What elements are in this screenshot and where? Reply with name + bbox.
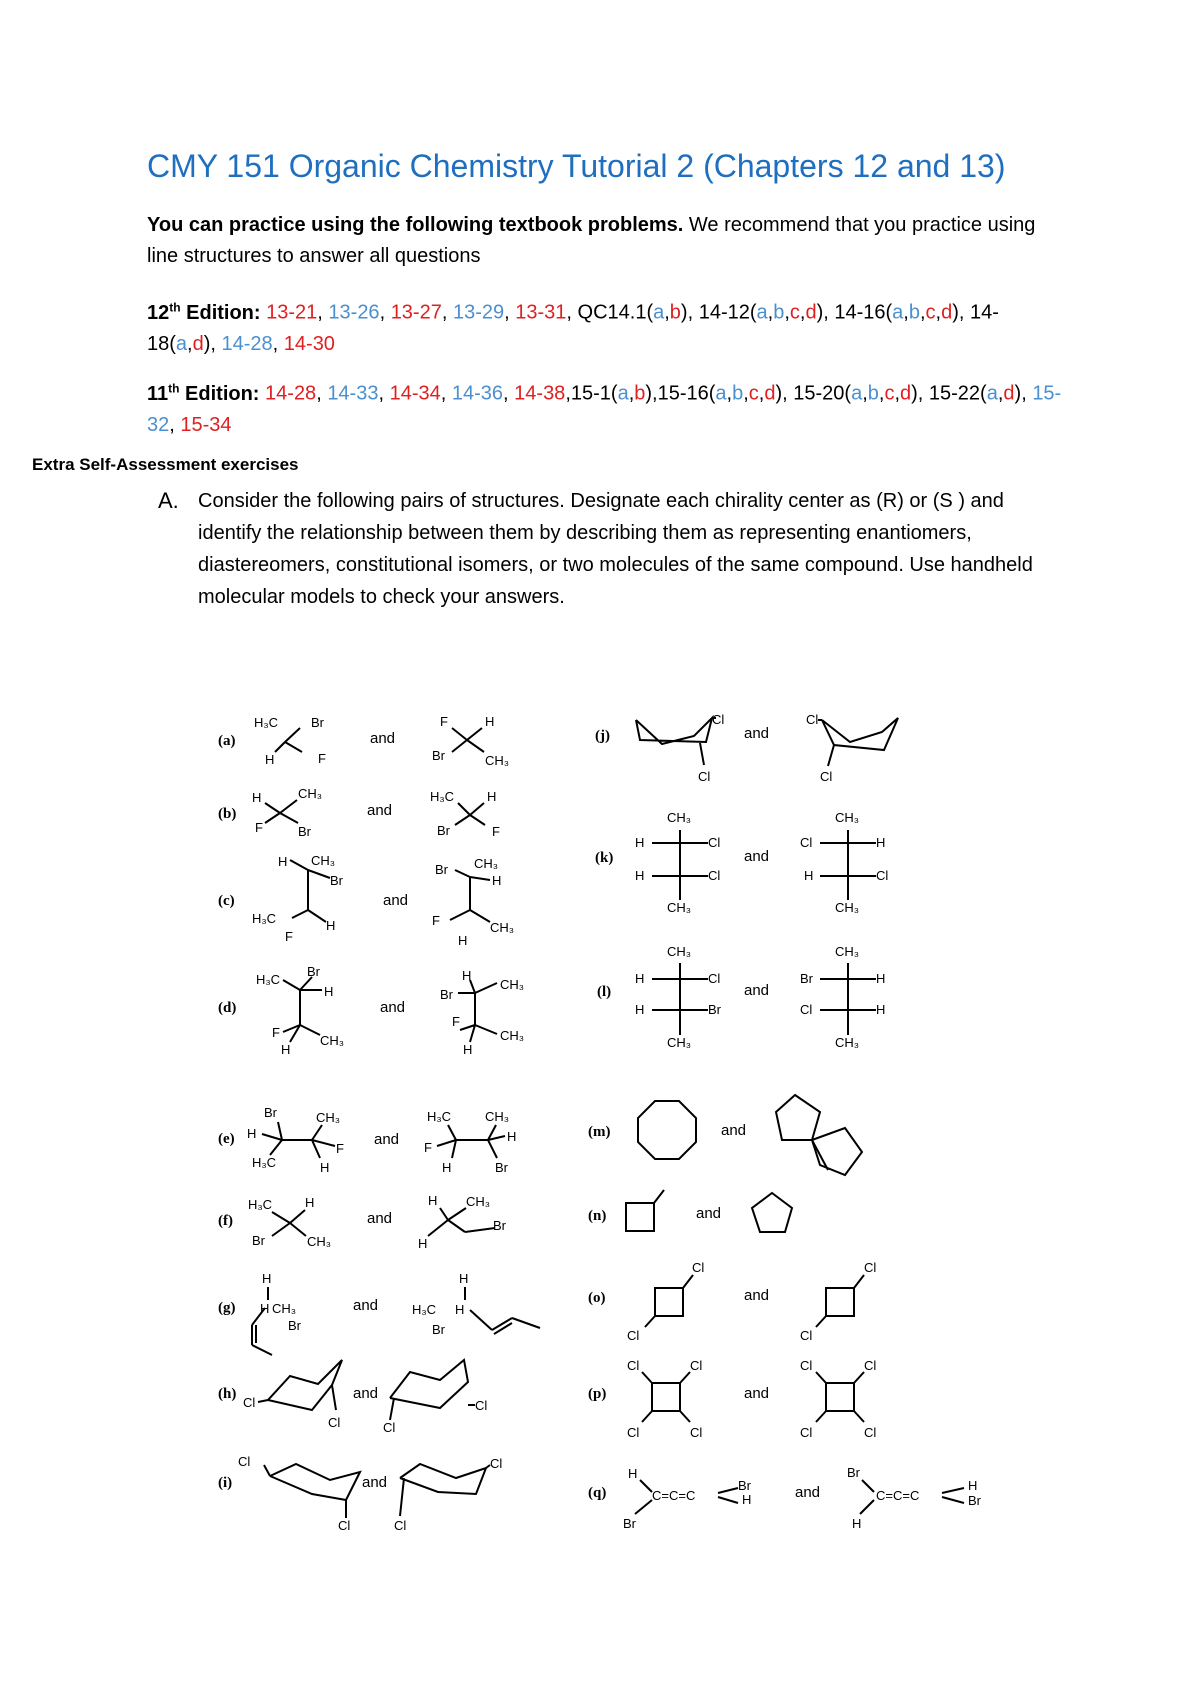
- svg-text:H: H: [326, 918, 336, 933]
- ed12-item: ,: [919, 301, 926, 324]
- svg-text:Br: Br: [432, 1322, 445, 1337]
- ed11-item: 14-33: [327, 382, 379, 405]
- structure-f-right: [418, 1193, 507, 1251]
- svg-text:H: H: [968, 1478, 978, 1493]
- label-l: (l): [597, 984, 612, 1000]
- svg-text:H: H: [418, 1236, 428, 1251]
- ed12-item: ), 14-18(: [147, 301, 999, 355]
- label-a: (a): [218, 733, 236, 749]
- and-b: and: [367, 802, 393, 819]
- svg-text:CH₃: CH₃: [667, 900, 692, 915]
- svg-text:H: H: [804, 868, 814, 883]
- svg-text:Cl: Cl: [864, 1425, 877, 1440]
- svg-text:H: H: [455, 1302, 465, 1317]
- svg-text:H: H: [278, 854, 288, 869]
- svg-text:Cl: Cl: [338, 1518, 351, 1533]
- and-a: and: [370, 730, 396, 747]
- ed12-item: ), 14-12(: [680, 301, 757, 324]
- svg-text:F: F: [318, 751, 326, 766]
- svg-text:Br: Br: [330, 873, 343, 888]
- ed11-sup: th: [168, 381, 180, 395]
- svg-text:Cl: Cl: [712, 712, 725, 727]
- structure-i-left: [238, 1454, 360, 1533]
- ed11-item: 15-32: [147, 382, 1062, 436]
- ed12-item: a: [653, 301, 665, 324]
- ed11-item: c: [748, 382, 759, 405]
- ed12-item: 13-26: [328, 301, 380, 324]
- ed12-item: c: [925, 301, 936, 324]
- ed11-item: ,: [862, 382, 868, 405]
- question-letter: A.: [158, 488, 179, 513]
- svg-text:Cl: Cl: [490, 1456, 503, 1471]
- svg-text:CH₃: CH₃: [311, 853, 336, 868]
- ed12-item: 13-31: [515, 301, 567, 324]
- page-title: CMY 151 Organic Chemistry Tutorial 2 (Chapters 12 and 13): [147, 148, 1006, 184]
- svg-text:H: H: [305, 1195, 315, 1210]
- svg-text:CH₃: CH₃: [474, 856, 499, 871]
- svg-text:CH₃: CH₃: [485, 1109, 510, 1124]
- ed12-item: 13-21: [266, 301, 318, 324]
- label-q: (q): [588, 1485, 607, 1501]
- label-p: (p): [588, 1386, 607, 1402]
- svg-text:CH₃: CH₃: [320, 1033, 345, 1048]
- svg-text:H: H: [442, 1160, 452, 1175]
- svg-text:H₃C: H₃C: [252, 911, 277, 926]
- ed12-item: ,: [784, 301, 790, 324]
- svg-text:Cl: Cl: [328, 1415, 341, 1430]
- ed11-item: ,: [878, 382, 885, 405]
- svg-text:CH₃: CH₃: [272, 1301, 297, 1316]
- svg-text:H: H: [492, 873, 502, 888]
- ed12-item: 14-30: [283, 332, 335, 355]
- label-k: (k): [595, 850, 614, 866]
- svg-text:Br: Br: [968, 1493, 981, 1508]
- structure-k-left: [635, 810, 720, 915]
- svg-text:Br: Br: [288, 1318, 301, 1333]
- svg-text:F: F: [424, 1140, 432, 1155]
- ed11-item: ),: [1014, 382, 1033, 405]
- svg-text:Br: Br: [738, 1478, 751, 1493]
- svg-text:CH₃: CH₃: [490, 920, 515, 935]
- label-h: (h): [218, 1386, 237, 1402]
- svg-text:C=C=C: C=C=C: [652, 1488, 696, 1503]
- svg-text:H: H: [635, 971, 645, 986]
- structure-d-left: [256, 964, 344, 1057]
- structure-f-left: [248, 1195, 331, 1249]
- svg-text:CH₃: CH₃: [835, 810, 860, 825]
- ed12-item: ,: [504, 301, 516, 324]
- structure-n-right-cyclopentane: [752, 1193, 792, 1232]
- ed12-item: 14-28: [221, 332, 273, 355]
- label-b: (b): [218, 806, 237, 822]
- svg-text:H: H: [262, 1271, 272, 1286]
- ed12-item: ),: [203, 332, 222, 355]
- ed11-item: ), 15-22(: [911, 382, 987, 405]
- structure-h-right: [383, 1360, 487, 1435]
- ed12-item: b: [773, 301, 785, 324]
- svg-text:Cl: Cl: [820, 769, 833, 784]
- structure-n-left-methylcyclobutane: [626, 1190, 664, 1231]
- label-g: (g): [218, 1300, 236, 1316]
- structure-e-left: [247, 1105, 344, 1175]
- ed11-item: 14-38: [514, 382, 566, 405]
- structure-j-left: [636, 712, 724, 784]
- svg-text:Cl: Cl: [690, 1358, 703, 1373]
- label-c: (c): [218, 893, 235, 909]
- svg-text:Cl: Cl: [800, 1425, 813, 1440]
- intro-bold: You can practice using the following textbook problems.: [147, 214, 684, 236]
- svg-text:CH₃: CH₃: [316, 1110, 341, 1125]
- svg-text:Br: Br: [298, 824, 311, 839]
- svg-text:H: H: [463, 1042, 473, 1057]
- svg-text:CH₃: CH₃: [485, 753, 510, 768]
- ed12-item: 13-27: [390, 301, 442, 324]
- structure-i-right: [394, 1456, 502, 1533]
- ed12-label: 12: [147, 301, 170, 324]
- and-n: and: [696, 1205, 722, 1222]
- ed11-item: ,15-1(: [565, 382, 618, 405]
- ed12-item: b: [669, 301, 681, 324]
- and-o: and: [744, 1287, 770, 1304]
- and-e: and: [374, 1131, 400, 1148]
- structure-j-right: [806, 712, 898, 784]
- svg-text:CH₃: CH₃: [500, 977, 525, 992]
- svg-text:H: H: [260, 1301, 270, 1316]
- ed12-item: c: [789, 301, 800, 324]
- ed11-item: ,: [169, 413, 181, 436]
- ed12-sup: th: [169, 300, 181, 314]
- svg-text:H: H: [876, 1002, 886, 1017]
- svg-text:Cl: Cl: [690, 1425, 703, 1440]
- svg-text:Cl: Cl: [698, 769, 711, 784]
- svg-text:Cl: Cl: [627, 1358, 640, 1373]
- ed12-label2: Edition:: [180, 301, 261, 324]
- ed11-item: a: [986, 382, 998, 405]
- svg-text:Cl: Cl: [800, 835, 813, 850]
- ed11-item: ,: [440, 382, 452, 405]
- structure-e-right: [424, 1109, 516, 1175]
- svg-text:H₃C: H₃C: [248, 1197, 273, 1212]
- ed12-item: a: [892, 301, 904, 324]
- svg-text:H₃C: H₃C: [252, 1155, 277, 1170]
- ed11-item: 15-34: [180, 413, 232, 436]
- and-f: and: [367, 1210, 393, 1227]
- ed12-item: , QC14.1(: [566, 301, 654, 324]
- ed12-item: ,: [441, 301, 453, 324]
- svg-text:H: H: [324, 984, 334, 999]
- structure-o-right: [800, 1260, 876, 1343]
- svg-text:H: H: [428, 1193, 438, 1208]
- svg-text:Br: Br: [800, 971, 813, 986]
- ed11-item: ),15-16(: [645, 382, 716, 405]
- svg-text:Cl: Cl: [864, 1358, 877, 1373]
- svg-text:Br: Br: [495, 1160, 508, 1175]
- svg-text:Br: Br: [264, 1105, 277, 1120]
- and-g: and: [353, 1297, 379, 1314]
- svg-text:F: F: [285, 929, 293, 944]
- svg-text:Cl: Cl: [692, 1260, 705, 1275]
- svg-text:H: H: [247, 1126, 257, 1141]
- ed11-item: 14-36: [451, 382, 504, 405]
- svg-text:F: F: [492, 824, 500, 839]
- ed11-item: ,: [378, 382, 390, 405]
- ed12-item: ,: [317, 301, 329, 324]
- svg-text:Br: Br: [435, 862, 448, 877]
- svg-text:H₃C: H₃C: [412, 1302, 437, 1317]
- ed11-item: c: [884, 382, 895, 405]
- svg-text:H: H: [876, 835, 886, 850]
- ed12-item: ,: [379, 301, 391, 324]
- and-d: and: [380, 999, 406, 1016]
- svg-text:CH₃: CH₃: [835, 944, 860, 959]
- svg-text:CH₃: CH₃: [835, 1035, 860, 1050]
- ed11-item: 14-28: [265, 382, 317, 405]
- structure-l-right: [800, 944, 885, 1050]
- ed12-item: ,: [903, 301, 909, 324]
- ed11-item: a: [851, 382, 863, 405]
- ed12-item: ), 14-16(: [816, 301, 893, 324]
- structure-a-right: [432, 714, 509, 768]
- svg-text:H: H: [281, 1042, 291, 1057]
- svg-text:CH₃: CH₃: [466, 1194, 491, 1209]
- ed12-item: ,: [664, 301, 670, 324]
- ed12-item: d: [805, 301, 817, 324]
- svg-text:H: H: [507, 1129, 517, 1144]
- structure-m-left-cyclooctene: [638, 1101, 696, 1159]
- structure-a-left: [254, 715, 326, 767]
- ed12-item: a: [175, 332, 188, 355]
- svg-text:H₃C: H₃C: [256, 972, 281, 987]
- structure-p-right: [800, 1358, 876, 1440]
- svg-text:Cl: Cl: [864, 1260, 877, 1275]
- svg-text:H: H: [462, 968, 472, 983]
- svg-text:Cl: Cl: [238, 1454, 251, 1469]
- ed11-item: ,: [997, 382, 1004, 405]
- svg-text:Br: Br: [437, 823, 450, 838]
- ed11-item: a: [617, 382, 629, 405]
- ed11-item: d: [764, 382, 776, 405]
- intro-rest: We recommend that you practice using line structures to answer all questions: [147, 214, 1036, 267]
- ed11-item: ,: [316, 382, 328, 405]
- structure-o-left: [627, 1260, 704, 1343]
- svg-text:CH₃: CH₃: [298, 786, 323, 801]
- ed12-item: ,: [767, 301, 774, 324]
- svg-text:Br: Br: [708, 1002, 721, 1017]
- ed11-item: ,: [726, 382, 733, 405]
- ed11-item: b: [634, 382, 646, 405]
- structure-b-right: [430, 789, 500, 839]
- ed11-item: ), 15-20(: [775, 382, 852, 405]
- ed11-label: 11: [147, 382, 169, 405]
- structure-q-left: [623, 1466, 752, 1531]
- ed11-item: b: [732, 382, 744, 405]
- svg-text:F: F: [432, 913, 440, 928]
- ed11-item: a: [715, 382, 727, 405]
- and-i: and: [362, 1474, 388, 1491]
- structure-q-right: [847, 1465, 982, 1531]
- svg-text:H: H: [252, 790, 262, 805]
- ed12-item: 13-29: [452, 301, 505, 324]
- svg-text:Cl: Cl: [627, 1328, 640, 1343]
- label-e: (e): [218, 1131, 235, 1147]
- svg-text:F: F: [452, 1014, 460, 1029]
- svg-text:Cl: Cl: [627, 1425, 640, 1440]
- structure-b-left: [252, 786, 322, 839]
- svg-text:Br: Br: [493, 1218, 506, 1233]
- svg-text:Cl: Cl: [475, 1398, 488, 1413]
- svg-text:CH₃: CH₃: [835, 900, 860, 915]
- svg-text:Cl: Cl: [800, 1358, 813, 1373]
- svg-text:Cl: Cl: [800, 1002, 813, 1017]
- svg-text:H: H: [265, 752, 275, 767]
- ed11-item: ,: [894, 382, 900, 405]
- ed12-item: d: [192, 332, 204, 355]
- structure-p-left: [627, 1358, 702, 1440]
- and-p: and: [744, 1385, 770, 1402]
- svg-text:H: H: [876, 971, 886, 986]
- structure-g-right: [412, 1271, 540, 1337]
- svg-text:H₃C: H₃C: [427, 1109, 452, 1124]
- ed11-item: d: [900, 382, 912, 405]
- svg-text:H: H: [459, 1271, 469, 1286]
- label-d: (d): [218, 1000, 237, 1016]
- and-k: and: [744, 848, 770, 865]
- label-n: (n): [588, 1208, 607, 1224]
- ed11-label2: Edition:: [179, 382, 260, 405]
- svg-text:H: H: [635, 868, 645, 883]
- label-o: (o): [588, 1290, 606, 1306]
- svg-text:F: F: [272, 1025, 280, 1040]
- svg-text:H: H: [458, 933, 468, 948]
- svg-text:H₃C: H₃C: [254, 715, 279, 730]
- ed11-item: ,: [503, 382, 515, 405]
- and-l: and: [744, 982, 770, 999]
- svg-text:Cl: Cl: [876, 868, 889, 883]
- svg-text:H: H: [852, 1516, 862, 1531]
- svg-text:Cl: Cl: [800, 1328, 813, 1343]
- svg-text:Br: Br: [307, 964, 320, 979]
- label-j: (j): [595, 728, 610, 744]
- and-j: and: [744, 725, 770, 742]
- ed12-item: ,: [272, 332, 284, 355]
- and-c: and: [383, 892, 409, 909]
- svg-text:F: F: [255, 820, 263, 835]
- svg-text:H: H: [635, 1002, 645, 1017]
- svg-text:Cl: Cl: [708, 868, 721, 883]
- svg-text:CH₃: CH₃: [667, 810, 692, 825]
- structure-k-right: [800, 810, 888, 915]
- svg-text:F: F: [440, 714, 448, 729]
- svg-text:CH₃: CH₃: [500, 1028, 525, 1043]
- label-m: (m): [588, 1124, 611, 1140]
- ed12-item: d: [941, 301, 953, 324]
- structure-c-left: [252, 853, 344, 944]
- label-i: (i): [218, 1475, 233, 1491]
- and-m: and: [721, 1122, 747, 1139]
- structure-c-right: [432, 856, 514, 948]
- ed11-item: ,: [628, 382, 635, 405]
- and-q: and: [795, 1484, 821, 1501]
- ed12-item: ,: [935, 301, 942, 324]
- svg-text:Br: Br: [623, 1516, 636, 1531]
- svg-text:Br: Br: [252, 1233, 265, 1248]
- ed12-item: b: [908, 301, 920, 324]
- svg-text:H₃C: H₃C: [430, 789, 455, 804]
- svg-text:Cl: Cl: [708, 971, 721, 986]
- and-h: and: [353, 1385, 379, 1402]
- svg-text:Br: Br: [311, 715, 324, 730]
- svg-text:F: F: [336, 1141, 344, 1156]
- svg-text:CH₃: CH₃: [667, 1035, 692, 1050]
- svg-text:Cl: Cl: [394, 1518, 407, 1533]
- ed12-item: ,: [799, 301, 806, 324]
- svg-text:Cl: Cl: [383, 1420, 396, 1435]
- svg-text:CH₃: CH₃: [307, 1234, 332, 1249]
- ed12-item: ,: [187, 332, 193, 355]
- ed12-item: a: [756, 301, 768, 324]
- extra-heading: Extra Self-Assessment exercises: [32, 455, 299, 474]
- structure-m-right-bicyclic: [776, 1095, 862, 1175]
- svg-text:Cl: Cl: [806, 712, 819, 727]
- svg-text:Cl: Cl: [243, 1395, 256, 1410]
- question-text: Consider the following pairs of structures. Designate each chirality center as (R) or (S ) and identify the relationship between them by describing them as representing enantiomers, diastereomers, constitutional isomers, or two molecules of the same compound. Use handheld molecular models to check your answers.: [198, 490, 1033, 608]
- structure-h-left: [243, 1360, 342, 1430]
- svg-text:H: H: [628, 1466, 638, 1481]
- ed11-item: ,: [758, 382, 765, 405]
- svg-text:H: H: [742, 1492, 752, 1507]
- ed11-item: ,: [743, 382, 749, 405]
- svg-text:Br: Br: [847, 1465, 860, 1480]
- svg-text:CH₃: CH₃: [667, 944, 692, 959]
- svg-text:Cl: Cl: [708, 835, 721, 850]
- svg-text:C=C=C: C=C=C: [876, 1488, 920, 1503]
- svg-text:Br: Br: [440, 987, 453, 1002]
- structure-d-right: [440, 968, 524, 1057]
- svg-text:H: H: [320, 1160, 330, 1175]
- svg-text:Br: Br: [432, 748, 445, 763]
- structure-g-left: [252, 1271, 302, 1355]
- label-f: (f): [218, 1213, 233, 1229]
- ed11-item: 14-34: [389, 382, 441, 405]
- ed11-item: d: [1003, 382, 1015, 405]
- svg-text:H: H: [487, 789, 497, 804]
- ed11-item: b: [867, 382, 879, 405]
- structure-l-left: [635, 944, 722, 1050]
- svg-text:H: H: [635, 835, 645, 850]
- svg-text:H: H: [485, 714, 495, 729]
